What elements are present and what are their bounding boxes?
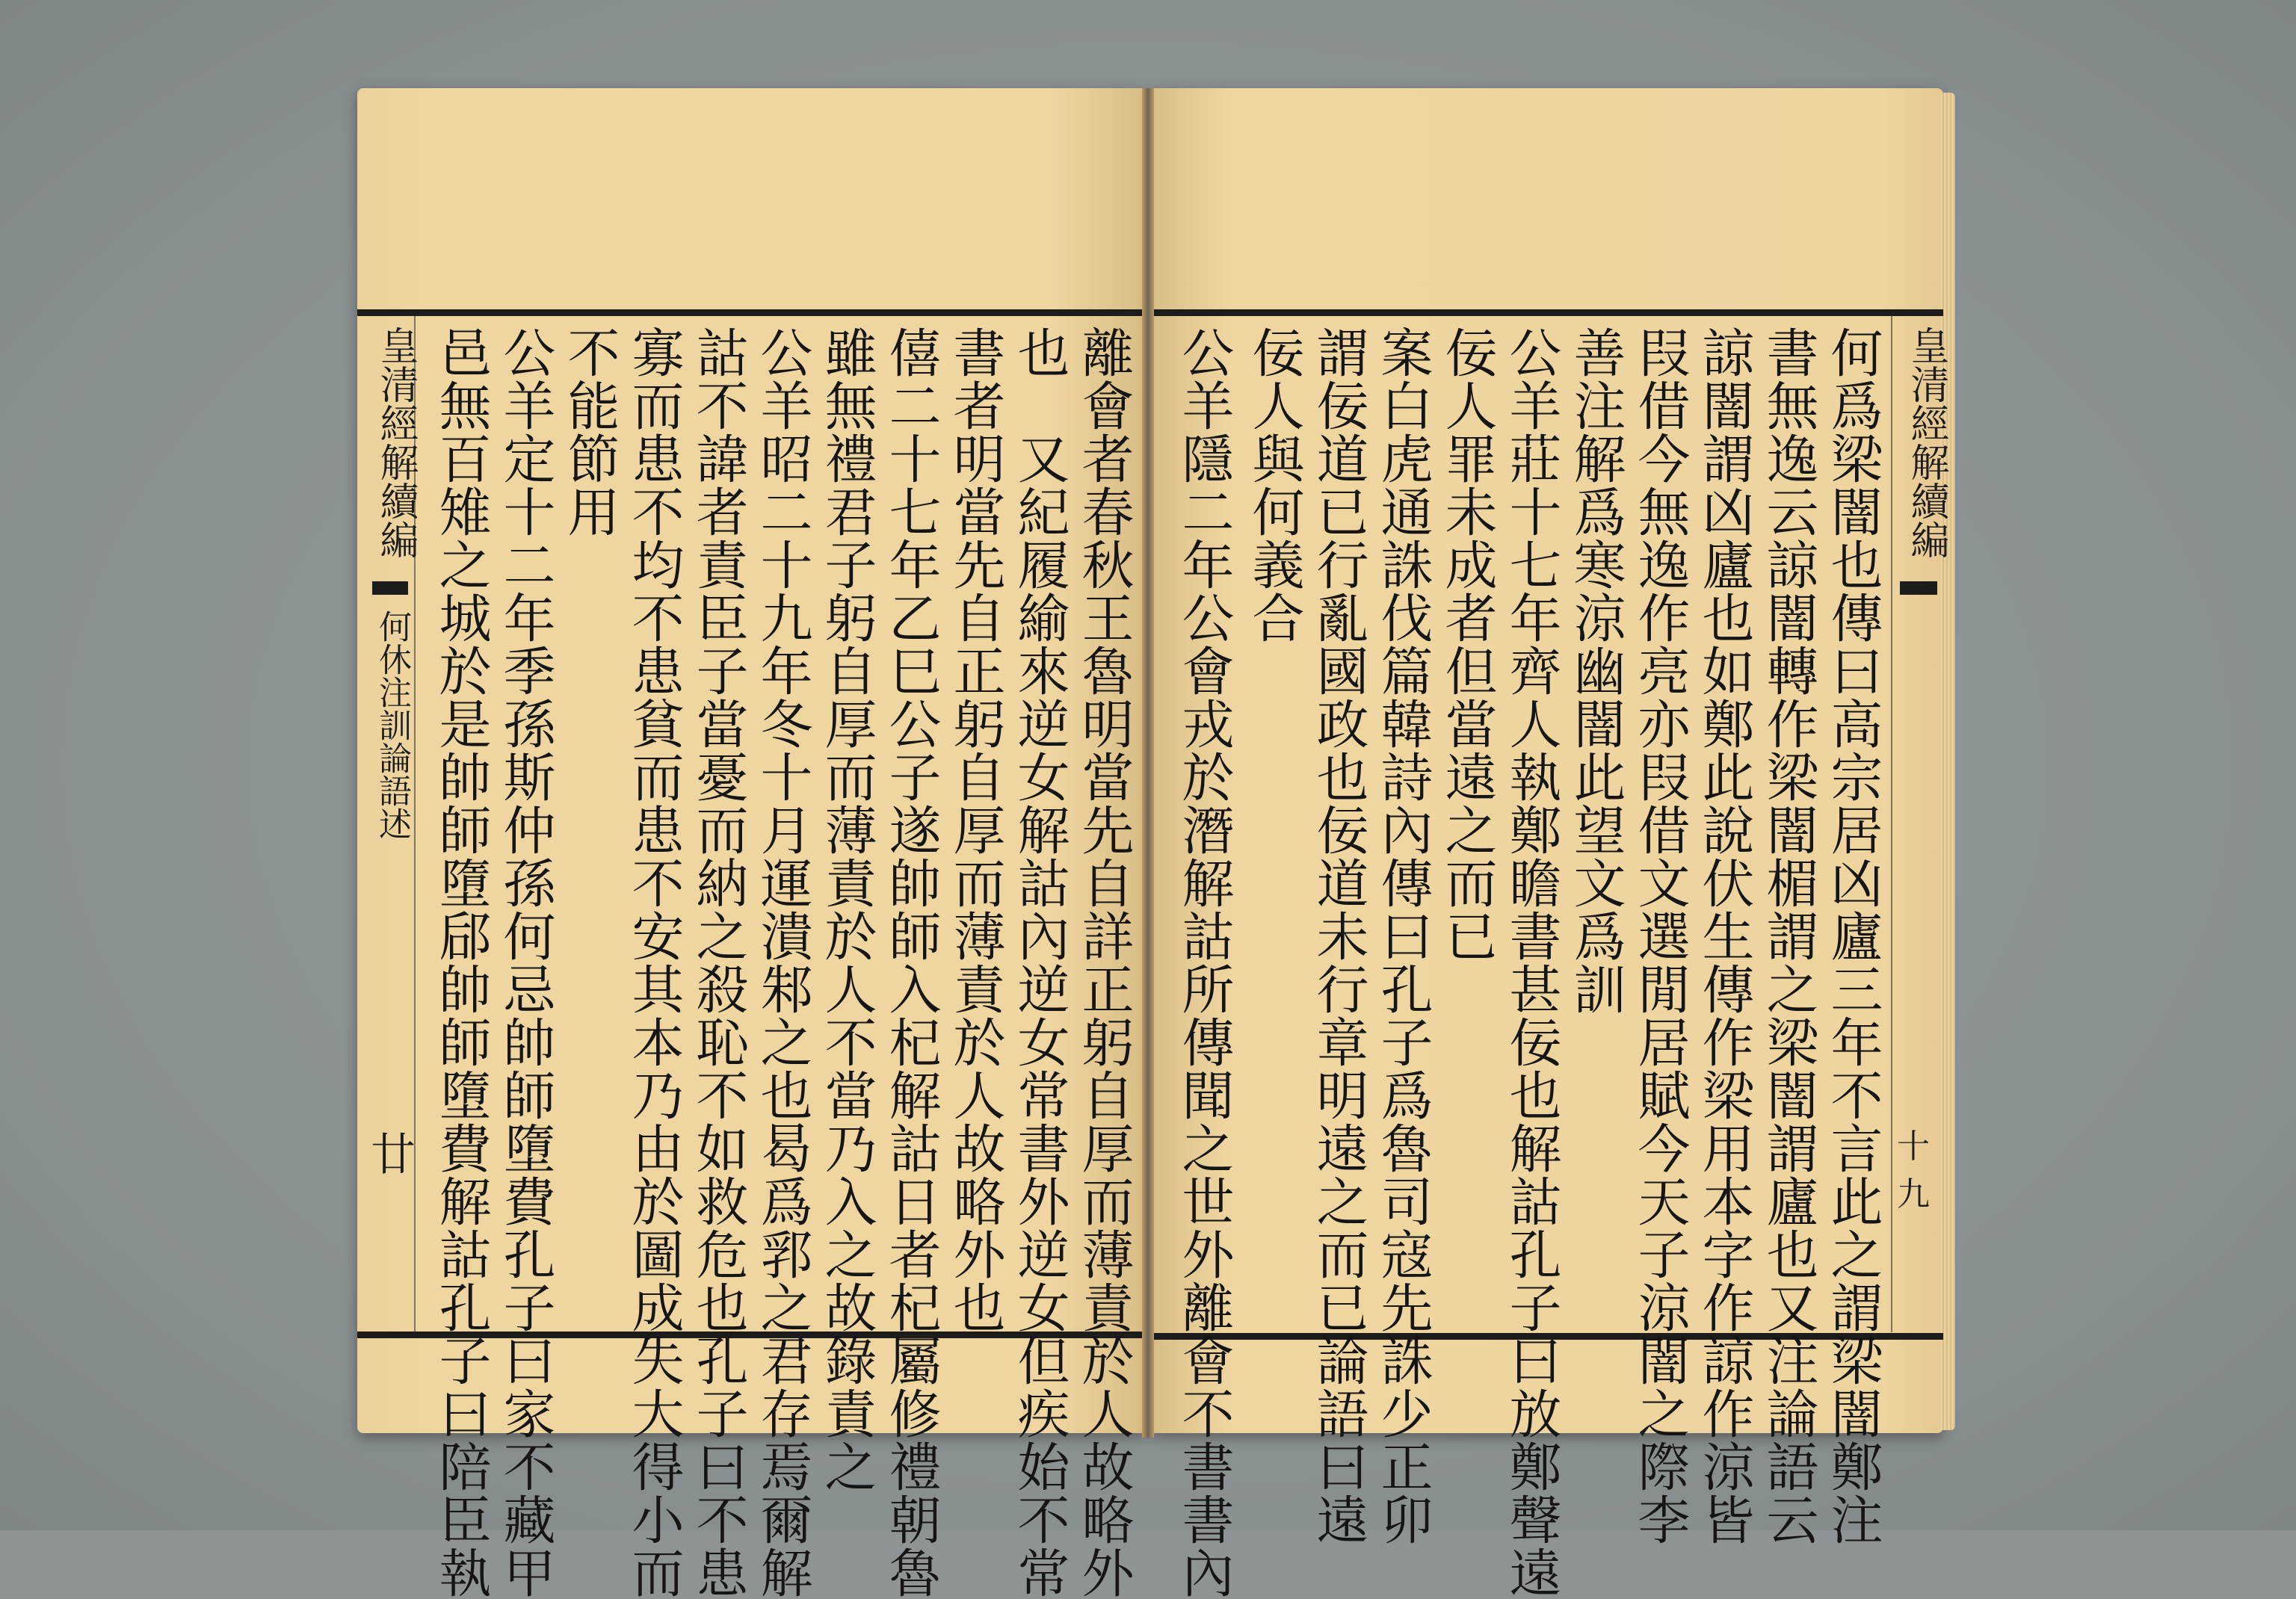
left-margin-subtitle: 何休注訓論語述	[373, 610, 411, 840]
left-leaf-number: 廿	[371, 1129, 416, 1181]
right-column-7: 佞人罪未成者但當遠之而已	[1436, 326, 1498, 962]
right-column-9: 謂佞道已行亂國政也佞道未行章明遠之而已論語曰遠	[1308, 326, 1369, 1546]
right-leaf-number: 十九	[1897, 1128, 1930, 1213]
right-column-8: 案白虎通誅伐篇韓詩內傳曰孔子爲魯司寇先誅少正卯	[1372, 326, 1434, 1546]
right-column-2: 書無逸云諒闇轉作梁闇楣謂之梁闇謂廬也又注論語云	[1758, 326, 1819, 1546]
right-margin-rule	[1891, 316, 1892, 1332]
left-column-1: 離會者春秋王魯明當先自詳正躬自厚而薄責於人故略外	[1073, 326, 1135, 1599]
left-margin-title: 皇清經解續編	[373, 326, 418, 559]
book-gutter	[1142, 88, 1154, 1438]
right-column-1: 何爲梁闇也傳曰高宗居凶廬三年不言此之謂梁闇鄭注	[1822, 326, 1883, 1546]
right-column-4: 叚借今無逸作亮亦叚借文選閒居賦今天子涼闇之際李	[1629, 326, 1691, 1546]
left-column-5: 雖無禮君子躬自厚而薄責於人不當乃入之故錄責之	[816, 326, 877, 1493]
left-column-4: 僖二十七年乙巳公子遂帥師入杞解詁日者杞屬修禮朝魯	[880, 326, 942, 1599]
open-book	[357, 88, 1957, 1599]
right-column-5: 善注解爲寒涼幽闇此望文爲訓	[1565, 326, 1626, 1015]
right-column-11: 公羊隱二年公會戎於潛解詁所傳聞之世外離會不書書內	[1173, 326, 1235, 1599]
right-column-3: 諒闇謂凶廬也如鄭此說伏生傳作梁用本字作諒作涼皆	[1694, 326, 1755, 1546]
right-top-border	[1154, 309, 1943, 316]
left-fish-tail	[372, 581, 408, 595]
left-column-10: 公羊定十二年季孫斯仲孫何忌帥師墮費孔子曰家不藏甲	[495, 326, 556, 1599]
right-column-6: 公羊莊十七年齊人執鄭瞻書甚佞也解詁孔子曰放鄭聲遠	[1501, 326, 1562, 1599]
right-column-10: 佞人與何義合	[1244, 326, 1305, 644]
left-column-11: 邑無百雉之城於是帥師墮郈帥師墮費解詁孔子曰陪臣執	[430, 326, 492, 1599]
left-column-2: 也 又紀履緰來逆女解詁內逆女常書外逆女但疾始不常	[1009, 326, 1070, 1599]
page-edges	[1940, 93, 1955, 1430]
left-column-8: 寡而患不均不患貧而患不安其本乃由於圖成失大得小而	[623, 326, 685, 1599]
left-top-border	[357, 309, 1142, 316]
left-column-7: 詁不諱者責臣子當憂而納之殺恥不如救危也孔子曰不患	[688, 326, 749, 1599]
left-column-6: 公羊昭二十九年冬十月運潰邾之也曷爲郛之君存焉爾解	[752, 326, 813, 1599]
left-column-9: 不能節用	[559, 326, 620, 538]
left-column-3: 書者明當先自正躬自厚而薄責於人故略外也	[945, 326, 1006, 1334]
right-margin-title: 皇清經解續編	[1904, 326, 1948, 559]
right-fish-tail	[1900, 581, 1937, 595]
